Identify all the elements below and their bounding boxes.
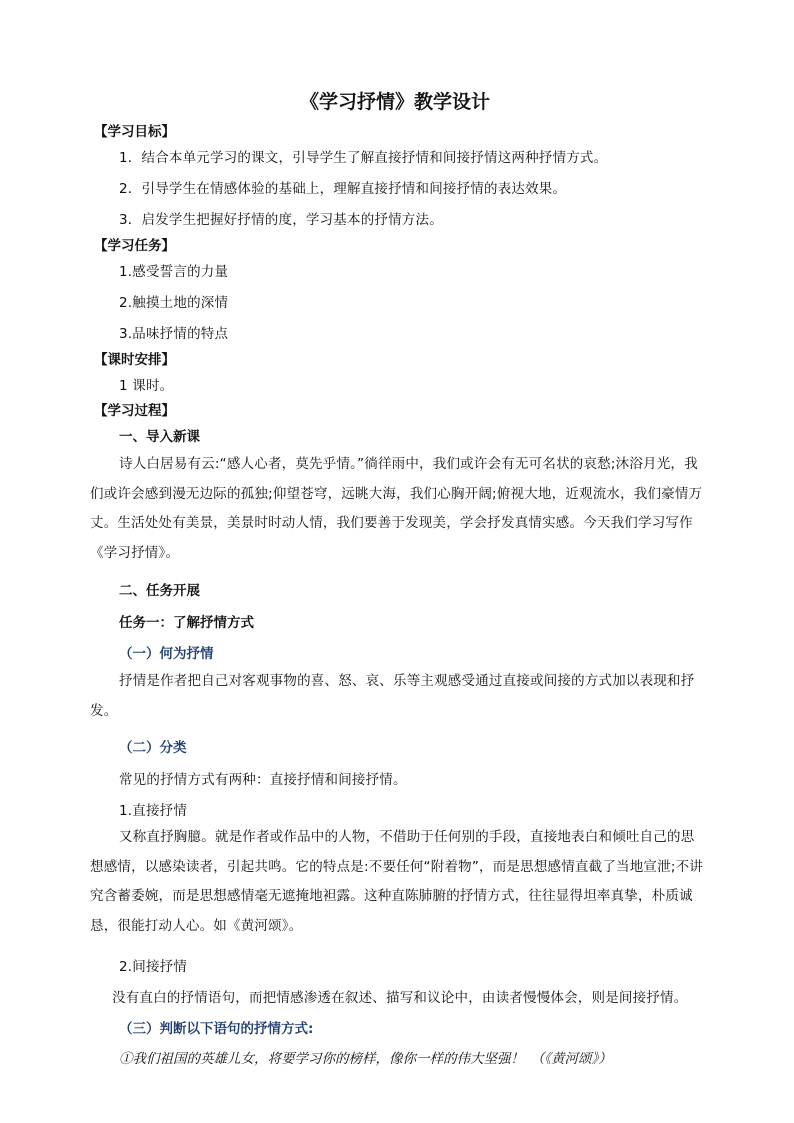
subheading-judge: （三）判断以下语句的抒情方式: — [119, 1021, 314, 1037]
classification-text: 常见的抒情方式有两种：直接抒情和间接抒情。 — [119, 772, 407, 788]
intro-heading: 一、导入新课 — [119, 429, 200, 445]
goal-item: 1．结合本单元学习的课文，引导学生了解直接抒情和间接抒情这两种抒情方式。 — [119, 150, 608, 166]
indirect-heading: 2.间接抒情 — [119, 959, 188, 975]
subheading-what-is-lyric: （一）何为抒情 — [119, 646, 214, 662]
subheading-classification: （二）分类 — [119, 740, 187, 756]
definition-paragraph: 抒情是作者把自己对客观事物的喜、怒、哀、乐等主观感受通过直接或间接的方式加以表现和抒发。 — [90, 673, 695, 719]
section-heading-schedule: 【课时安排】 — [94, 352, 175, 368]
document-title: 《学习抒情》教学设计 — [300, 91, 491, 113]
indirect-text: 没有直白的抒情语句，而把情感渗透在叙述、描写和议论中，由读者慢慢体会，则是间接抒情。 — [112, 990, 688, 1006]
section-heading-tasks: 【学习任务】 — [94, 238, 175, 254]
example-sentence: ①我们祖国的英雄儿女，将要学习你的榜样，像你一样的伟大坚强！ （《黄河颂》） — [119, 1051, 612, 1067]
task-item: 2.触摸土地的深情 — [119, 295, 229, 311]
task-item: 1.感受誓言的力量 — [119, 264, 229, 280]
direct-heading: 1.直接抒情 — [119, 803, 188, 819]
goal-item: 2．引导学生在情感体验的基础上，理解直接抒情和间接抒情的表达效果。 — [119, 181, 567, 197]
direct-paragraph: 又称直抒胸臆。就是作者或作品中的人物，不借助于任何别的手段，直接地表白和倾吐自己的思想感情，以感染读者，引起共鸣。它的特点是:不要任何“附着物”，而是思想感情直截了当地宣泄;不讲究含蓄委婉，而是思想感情毫无遮掩地袒露。这种直陈肺腑的抒情方式，往往显得坦率真挚，朴质诚恳，很能打动人心。如《黄河颂》。 — [90, 829, 703, 934]
section-heading-process: 【学习过程】 — [94, 403, 175, 419]
task-item: 3.品味抒情的特点 — [119, 326, 229, 342]
task1-heading: 任务一：了解抒情方式 — [119, 615, 254, 631]
schedule-text: 1 课时。 — [119, 378, 174, 394]
section-heading-goals: 【学习目标】 — [94, 124, 175, 140]
develop-heading: 二、任务开展 — [119, 583, 200, 599]
goal-item: 3．启发学生把握好抒情的度，学习基本的抒情方法。 — [119, 212, 443, 228]
intro-paragraph: 诗人白居易有云:“感人心者，莫先乎情。”徜徉雨中，我们或许会有无可名状的哀愁;沐浴月光，我们或许会感到漫无边际的孤独;仰望苍穹，远眺大海，我们心胸开阔;俯视大地，近观流水，我们豪情万丈。生活处处有美景，美景时时动人情，我们要善于发现美，学会抒发真情实感。今天我们学习写作《学习抒情》。 — [90, 456, 703, 561]
